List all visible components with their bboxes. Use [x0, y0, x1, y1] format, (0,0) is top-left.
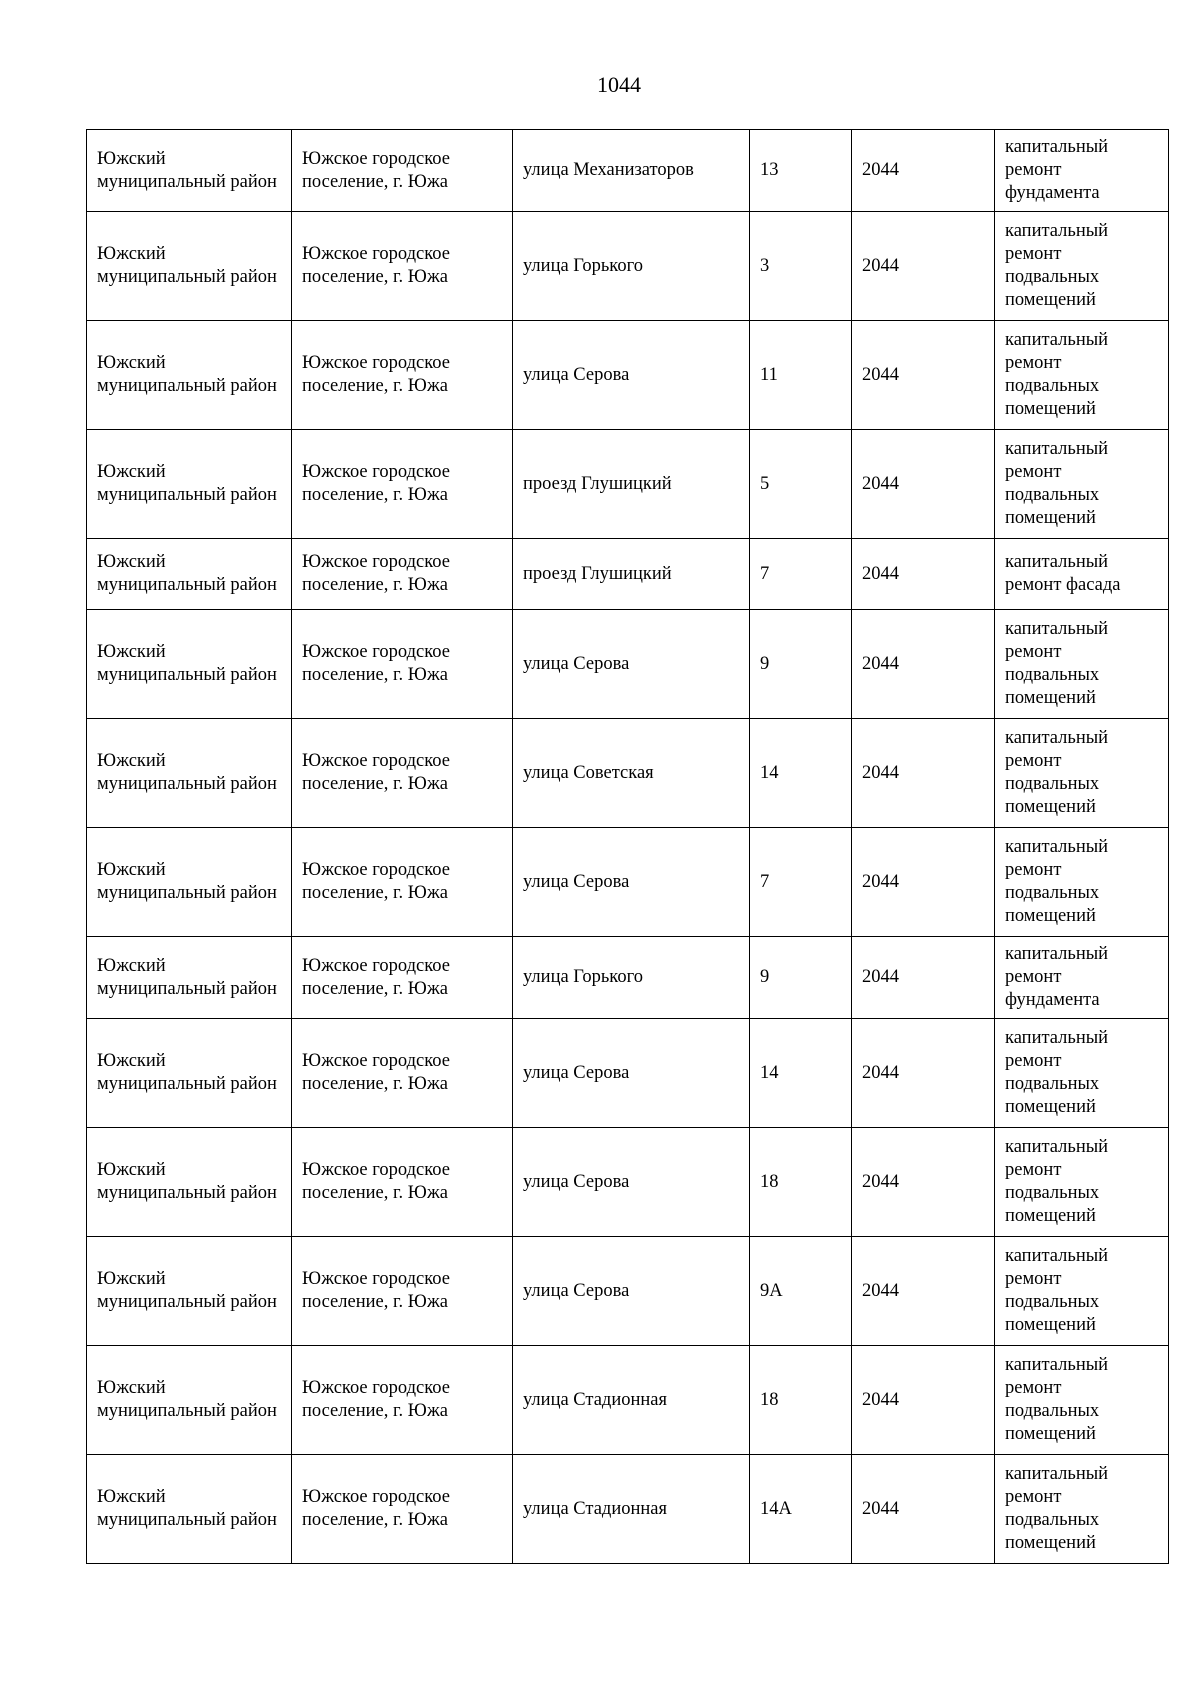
district-cell: Южский муниципальный район — [87, 719, 292, 828]
settlement-cell: Южское городское поселение, г. Южа — [292, 321, 513, 430]
district-cell: Южский муниципальный район — [87, 1019, 292, 1128]
table-row — [87, 430, 1169, 539]
house-number-cell: 14 — [750, 719, 852, 828]
house-number-cell: 14 — [750, 1019, 852, 1128]
district-cell: Южский муниципальный район — [87, 212, 292, 321]
street-cell: улица Серова — [513, 1019, 750, 1128]
page-number: 1044 — [597, 72, 641, 97]
settlement-cell: Южское городское поселение, г. Южа — [292, 212, 513, 321]
table-row — [87, 1128, 1169, 1237]
work-type-cell: капитальный ремонт подвальных помещений — [995, 1346, 1169, 1455]
repair-registry-table — [86, 129, 1169, 1564]
house-number-cell: 5 — [750, 430, 852, 539]
year-cell: 2044 — [852, 539, 995, 610]
table-row — [87, 1455, 1169, 1564]
house-number-cell: 7 — [750, 539, 852, 610]
table-row — [87, 610, 1169, 719]
year-cell: 2044 — [852, 130, 995, 212]
settlement-cell: Южское городское поселение, г. Южа — [292, 1019, 513, 1128]
work-type-cell: капитальный ремонт подвальных помещений — [995, 430, 1169, 539]
year-cell: 2044 — [852, 719, 995, 828]
table-row — [87, 539, 1169, 610]
house-number-cell: 18 — [750, 1346, 852, 1455]
house-number-cell: 3 — [750, 212, 852, 321]
work-type-cell: капитальный ремонт фасада — [995, 539, 1169, 610]
street-cell: проезд Глушицкий — [513, 539, 750, 610]
work-type-cell: капитальный ремонт подвальных помещений — [995, 828, 1169, 937]
year-cell: 2044 — [852, 212, 995, 321]
work-type-cell: капитальный ремонт подвальных помещений — [995, 1455, 1169, 1564]
district-cell: Южский муниципальный район — [87, 1237, 292, 1346]
table-row — [87, 719, 1169, 828]
district-cell: Южский муниципальный район — [87, 130, 292, 212]
year-cell: 2044 — [852, 1237, 995, 1346]
work-type-cell: капитальный ремонт подвальных помещений — [995, 1019, 1169, 1128]
table-row — [87, 321, 1169, 430]
district-cell: Южский муниципальный район — [87, 1346, 292, 1455]
street-cell: улица Механизаторов — [513, 130, 750, 212]
work-type-cell: капитальный ремонт подвальных помещений — [995, 1128, 1169, 1237]
work-type-cell: капитальный ремонт подвальных помещений — [995, 212, 1169, 321]
table-body — [87, 130, 1169, 1564]
street-cell: улица Стадионная — [513, 1455, 750, 1564]
house-number-cell: 11 — [750, 321, 852, 430]
settlement-cell: Южское городское поселение, г. Южа — [292, 1346, 513, 1455]
year-cell: 2044 — [852, 610, 995, 719]
house-number-cell: 18 — [750, 1128, 852, 1237]
district-cell: Южский муниципальный район — [87, 1128, 292, 1237]
year-cell: 2044 — [852, 430, 995, 539]
street-cell: улица Горького — [513, 937, 750, 1019]
year-cell: 2044 — [852, 1128, 995, 1237]
district-cell: Южский муниципальный район — [87, 937, 292, 1019]
work-type-cell: капитальный ремонт подвальных помещений — [995, 321, 1169, 430]
settlement-cell: Южское городское поселение, г. Южа — [292, 610, 513, 719]
house-number-cell: 14А — [750, 1455, 852, 1564]
street-cell: улица Серова — [513, 610, 750, 719]
settlement-cell: Южское городское поселение, г. Южа — [292, 937, 513, 1019]
year-cell: 2044 — [852, 321, 995, 430]
year-cell: 2044 — [852, 1455, 995, 1564]
table-row — [87, 937, 1169, 1019]
district-cell: Южский муниципальный район — [87, 1455, 292, 1564]
street-cell: улица Советская — [513, 719, 750, 828]
settlement-cell: Южское городское поселение, г. Южа — [292, 539, 513, 610]
street-cell: улица Серова — [513, 321, 750, 430]
settlement-cell: Южское городское поселение, г. Южа — [292, 1455, 513, 1564]
settlement-cell: Южское городское поселение, г. Южа — [292, 130, 513, 212]
settlement-cell: Южское городское поселение, г. Южа — [292, 1237, 513, 1346]
table-row — [87, 130, 1169, 212]
street-cell: улица Серова — [513, 1237, 750, 1346]
settlement-cell: Южское городское поселение, г. Южа — [292, 1128, 513, 1237]
district-cell: Южский муниципальный район — [87, 828, 292, 937]
work-type-cell: капитальный ремонт подвальных помещений — [995, 610, 1169, 719]
street-cell: проезд Глушицкий — [513, 430, 750, 539]
work-type-cell: капитальный ремонт фундамента — [995, 130, 1169, 212]
table-row — [87, 212, 1169, 321]
year-cell: 2044 — [852, 1019, 995, 1128]
district-cell: Южский муниципальный район — [87, 539, 292, 610]
district-cell: Южский муниципальный район — [87, 610, 292, 719]
street-cell: улица Серова — [513, 828, 750, 937]
street-cell: улица Серова — [513, 1128, 750, 1237]
year-cell: 2044 — [852, 828, 995, 937]
settlement-cell: Южское городское поселение, г. Южа — [292, 719, 513, 828]
settlement-cell: Южское городское поселение, г. Южа — [292, 430, 513, 539]
house-number-cell: 7 — [750, 828, 852, 937]
house-number-cell: 9 — [750, 610, 852, 719]
street-cell: улица Горького — [513, 212, 750, 321]
work-type-cell: капитальный ремонт подвальных помещений — [995, 719, 1169, 828]
house-number-cell: 9 — [750, 937, 852, 1019]
table-row — [87, 828, 1169, 937]
district-cell: Южский муниципальный район — [87, 321, 292, 430]
year-cell: 2044 — [852, 937, 995, 1019]
district-cell: Южский муниципальный район — [87, 430, 292, 539]
table-row — [87, 1346, 1169, 1455]
table-row — [87, 1237, 1169, 1346]
table-row — [87, 1019, 1169, 1128]
street-cell: улица Стадионная — [513, 1346, 750, 1455]
work-type-cell: капитальный ремонт подвальных помещений — [995, 1237, 1169, 1346]
settlement-cell: Южское городское поселение, г. Южа — [292, 828, 513, 937]
house-number-cell: 13 — [750, 130, 852, 212]
year-cell: 2044 — [852, 1346, 995, 1455]
work-type-cell: капитальный ремонт фундамента — [995, 937, 1169, 1019]
house-number-cell: 9А — [750, 1237, 852, 1346]
